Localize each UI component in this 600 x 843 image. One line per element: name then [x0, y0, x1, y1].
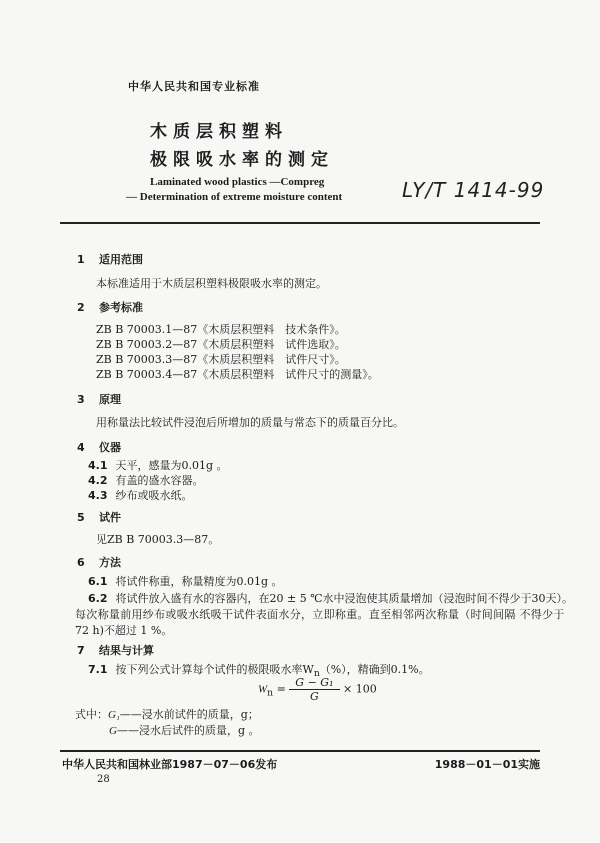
reference-item: ZB B 70003.2—87《木质层积塑料 试件选取》。	[96, 338, 346, 351]
variable-description: ——浸水前试件的质量，g；	[119, 708, 259, 721]
title-en-line1: Laminated wood plastics —Compreg	[150, 176, 325, 188]
section-title: 结果与计算	[99, 644, 154, 657]
clause-text: 天平，感量为0.01g 。	[115, 459, 228, 472]
section-title: 原理	[99, 393, 121, 406]
section-7-heading	[77, 642, 154, 658]
clause-subscript: n	[313, 668, 320, 680]
clause-text: 纱布或吸水纸。	[115, 489, 193, 502]
section-1-body: 本标准适用于木质层积塑料极限吸水率的测定。	[96, 277, 327, 290]
formula-equals: =	[276, 682, 286, 696]
clause-4-2	[88, 472, 204, 488]
clause-text-end: （%），精确到0.1%。	[319, 663, 430, 676]
section-number: 2	[77, 301, 85, 314]
section-title: 参考标准	[99, 301, 143, 314]
section-title: 仪器	[99, 441, 121, 454]
section-number: 6	[77, 556, 85, 569]
clause-number: 7.1	[88, 663, 108, 676]
clause-4-1	[88, 457, 228, 473]
clause-text: 有盖的盛水容器。	[115, 474, 204, 487]
formula-numerator: G − G₁	[289, 676, 339, 690]
clause-6-2-continued: 每次称量前用纱布或吸水纸吸干试件表面水分，立即称重。直至相邻两次称量（时间间隔 不得少于	[75, 608, 565, 621]
clause-4-3	[88, 487, 193, 503]
reference-item: ZB B 70003.3—87《木质层积塑料 试件尺寸》。	[96, 353, 346, 366]
handwritten-standard-code: LY/T 1414-99	[402, 178, 545, 202]
formula-fraction	[289, 676, 339, 703]
section-number: 4	[77, 441, 85, 454]
formula	[258, 676, 377, 703]
section-title: 试件	[99, 511, 121, 524]
section-number: 7	[77, 644, 85, 657]
reference-item: ZB B 70003.4—87《木质层积塑料 试件尺寸的测量》。	[96, 368, 379, 381]
where-line-2	[109, 722, 260, 738]
top-rule	[60, 222, 540, 224]
reference-item: ZB B 70003.1—87《木质层积塑料 技术条件》。	[96, 323, 346, 336]
page-number: 28	[97, 774, 110, 785]
section-number: 3	[77, 393, 85, 406]
section-2-heading	[77, 299, 143, 315]
section-number: 1	[77, 253, 85, 266]
formula-lhs-subscript: n	[267, 687, 274, 699]
clause-6-2-continued: 72 h)不超过 1 %。	[75, 624, 173, 637]
section-5-body: 见ZB B 70003.3—87。	[96, 533, 220, 546]
clause-text: 按下列公式计算每个试件的极限吸水率W	[115, 663, 314, 676]
formula-denominator: G	[310, 690, 319, 703]
section-3-body: 用称量法比较试件浸泡后所增加的质量与常态下的质量百分比。	[96, 416, 404, 429]
clause-number: 4.3	[88, 489, 108, 502]
title-line1: 木质层积塑料	[150, 122, 288, 142]
clause-text: 将试件称重，称量精度为0.01g 。	[115, 575, 283, 588]
clause-number: 6.2	[88, 592, 108, 605]
formula-multiplier: × 100	[343, 682, 377, 696]
clause-number: 6.1	[88, 575, 108, 588]
clause-number: 4.2	[88, 474, 108, 487]
section-title: 适用范围	[99, 253, 143, 266]
where-line-1	[75, 706, 259, 722]
variable-description: ——浸水后试件的质量，g 。	[116, 724, 260, 737]
title-en-line2: — Determination of extreme moisture content	[126, 191, 343, 203]
title-line2: 极限吸水率的测定	[150, 150, 334, 170]
clause-6-1	[88, 573, 283, 589]
section-3-heading	[77, 391, 121, 407]
clause-6-2	[88, 590, 573, 606]
section-4-heading	[77, 439, 121, 455]
bottom-rule	[60, 750, 540, 752]
section-title: 方法	[99, 556, 121, 569]
issuing-header: 中华人民共和国专业标准	[128, 80, 260, 93]
section-6-heading	[77, 554, 121, 570]
variable-symbol: G	[109, 725, 117, 737]
clause-text: 将试件放入盛有水的容器内，在20 ± 5 ℃水中浸泡使其质量增加（浸泡时间不得少于30天）。	[115, 592, 574, 605]
effective-date: 1988－01－01实施	[434, 758, 540, 771]
variable-symbol: G₁	[108, 709, 120, 721]
section-5-heading	[77, 509, 121, 525]
clause-number: 4.1	[88, 459, 108, 472]
where-label: 式中：	[75, 708, 108, 721]
issued-date: 中华人民共和国林业部1987－07－06发布	[62, 758, 278, 771]
section-number: 5	[77, 511, 85, 524]
section-1-heading	[77, 251, 143, 267]
formula-lhs: W	[258, 683, 268, 696]
